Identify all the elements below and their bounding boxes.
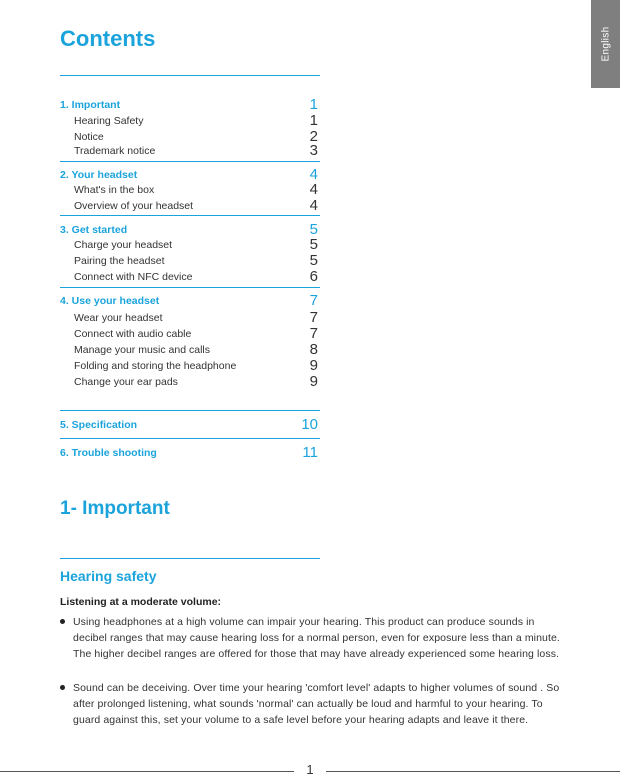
toc-heading-page: 11 <box>302 444 318 461</box>
toc-item[interactable] <box>60 340 320 356</box>
toc-item-page: 9 <box>309 373 318 390</box>
toc-heading-label: 5. Specification <box>60 419 138 431</box>
toc-item-label: Manage your music and calls <box>74 344 210 356</box>
toc-item[interactable] <box>60 251 320 267</box>
toc-heading-spec[interactable] <box>60 415 320 431</box>
toc-item-page: 9 <box>309 357 318 374</box>
toc-item[interactable] <box>60 235 320 251</box>
divider <box>60 215 320 216</box>
divider <box>60 410 320 411</box>
toc-heading-label: 4. Use your headset <box>60 295 160 307</box>
toc-item[interactable] <box>60 324 320 340</box>
toc-heading-page: 1 <box>309 96 318 113</box>
toc-item-label: Charge your headset <box>74 239 173 251</box>
language-tab[interactable] <box>591 0 620 88</box>
toc-item-label: Folding and storing the headphone <box>74 360 237 372</box>
footer-rule-left <box>0 771 294 772</box>
toc-item-label: Wear your headset <box>74 312 163 324</box>
page-title: Contents <box>60 26 156 51</box>
toc-item[interactable] <box>60 196 320 212</box>
toc-item-label: Notice <box>74 131 104 143</box>
toc-item-page: 7 <box>309 325 318 342</box>
toc-item[interactable] <box>60 111 320 127</box>
toc-heading-use[interactable] <box>60 291 320 307</box>
toc-heading-started[interactable] <box>60 220 320 236</box>
toc-heading-page: 4 <box>309 166 318 183</box>
toc-heading-headset[interactable] <box>60 165 320 181</box>
toc-heading-page: 10 <box>301 416 318 433</box>
toc-heading-page: 5 <box>309 221 318 238</box>
divider <box>60 558 320 559</box>
toc-item-label: Pairing the headset <box>74 255 165 267</box>
toc-heading-trouble[interactable] <box>60 443 320 459</box>
toc-item[interactable] <box>60 308 320 324</box>
bullet-item <box>60 614 560 662</box>
toc-item-label: Trademark notice <box>74 145 156 157</box>
bold-lead-in: Listening at a moderate volume: <box>60 596 222 608</box>
toc-item-label: Hearing Safety <box>74 115 144 127</box>
footer-rule-right <box>326 771 620 772</box>
toc-item-page: 3 <box>309 142 318 159</box>
toc-item[interactable] <box>60 267 320 283</box>
toc-item-page: 2 <box>309 128 318 145</box>
toc-item-page: 4 <box>309 197 318 214</box>
language-tab-label: English <box>600 26 611 62</box>
toc-item-page: 7 <box>309 309 318 326</box>
bullet-text: Using headphones at a high volume can impair your hearing. This product can produce sounds in decibel ranges that may cause hearing loss for a normal person, even for exposure less than a minute. The higher decibel ranges are offered for those that may have already experienced some hearing loss. <box>73 616 560 660</box>
divider <box>60 287 320 288</box>
toc-heading-label: 2. Your headset <box>60 169 138 181</box>
divider <box>60 75 320 76</box>
divider <box>60 161 320 162</box>
toc-heading-label: 6. Trouble shooting <box>60 447 157 459</box>
toc-item-page: 4 <box>309 181 318 198</box>
toc-item-label: Overview of your headset <box>74 200 194 212</box>
toc-heading-label: 3. Get started <box>60 224 128 236</box>
bullet-text: Sound can be deceiving. Over time your hearing 'comfort level' adapts to higher volumes of sound . So after prolonged listening, what sounds 'normal' can actually be loud and harmful to your hearing. To guard against this, set your volume to a safe level before your hearing adapts and leave it there. <box>73 682 560 726</box>
bullet-dot-icon <box>60 619 65 624</box>
toc-item-page: 8 <box>309 341 318 358</box>
toc-heading-important[interactable] <box>60 95 320 111</box>
toc-item-page: 5 <box>309 252 318 269</box>
toc-item[interactable] <box>60 141 320 157</box>
toc-item[interactable] <box>60 372 320 388</box>
bullet-dot-icon <box>60 685 65 690</box>
toc-item-label: What's in the box <box>74 184 155 196</box>
toc-item-label: Change your ear pads <box>74 376 178 388</box>
toc-item-label: Connect with audio cable <box>74 328 192 340</box>
toc-heading-page: 7 <box>309 292 318 309</box>
toc-item-page: 6 <box>309 268 318 285</box>
toc-item-page: 1 <box>309 112 318 129</box>
divider <box>60 438 320 439</box>
bullet-item <box>60 680 560 728</box>
toc-item-label: Connect with NFC device <box>74 271 193 283</box>
toc-item[interactable] <box>60 356 320 372</box>
toc-item-page: 5 <box>309 236 318 253</box>
subsection-title: Hearing safety <box>60 568 157 584</box>
page-number: 1 <box>306 762 314 777</box>
section-title: 1- Important <box>60 498 170 519</box>
toc-heading-label: 1. Important <box>60 99 121 111</box>
toc-item[interactable] <box>60 180 320 196</box>
